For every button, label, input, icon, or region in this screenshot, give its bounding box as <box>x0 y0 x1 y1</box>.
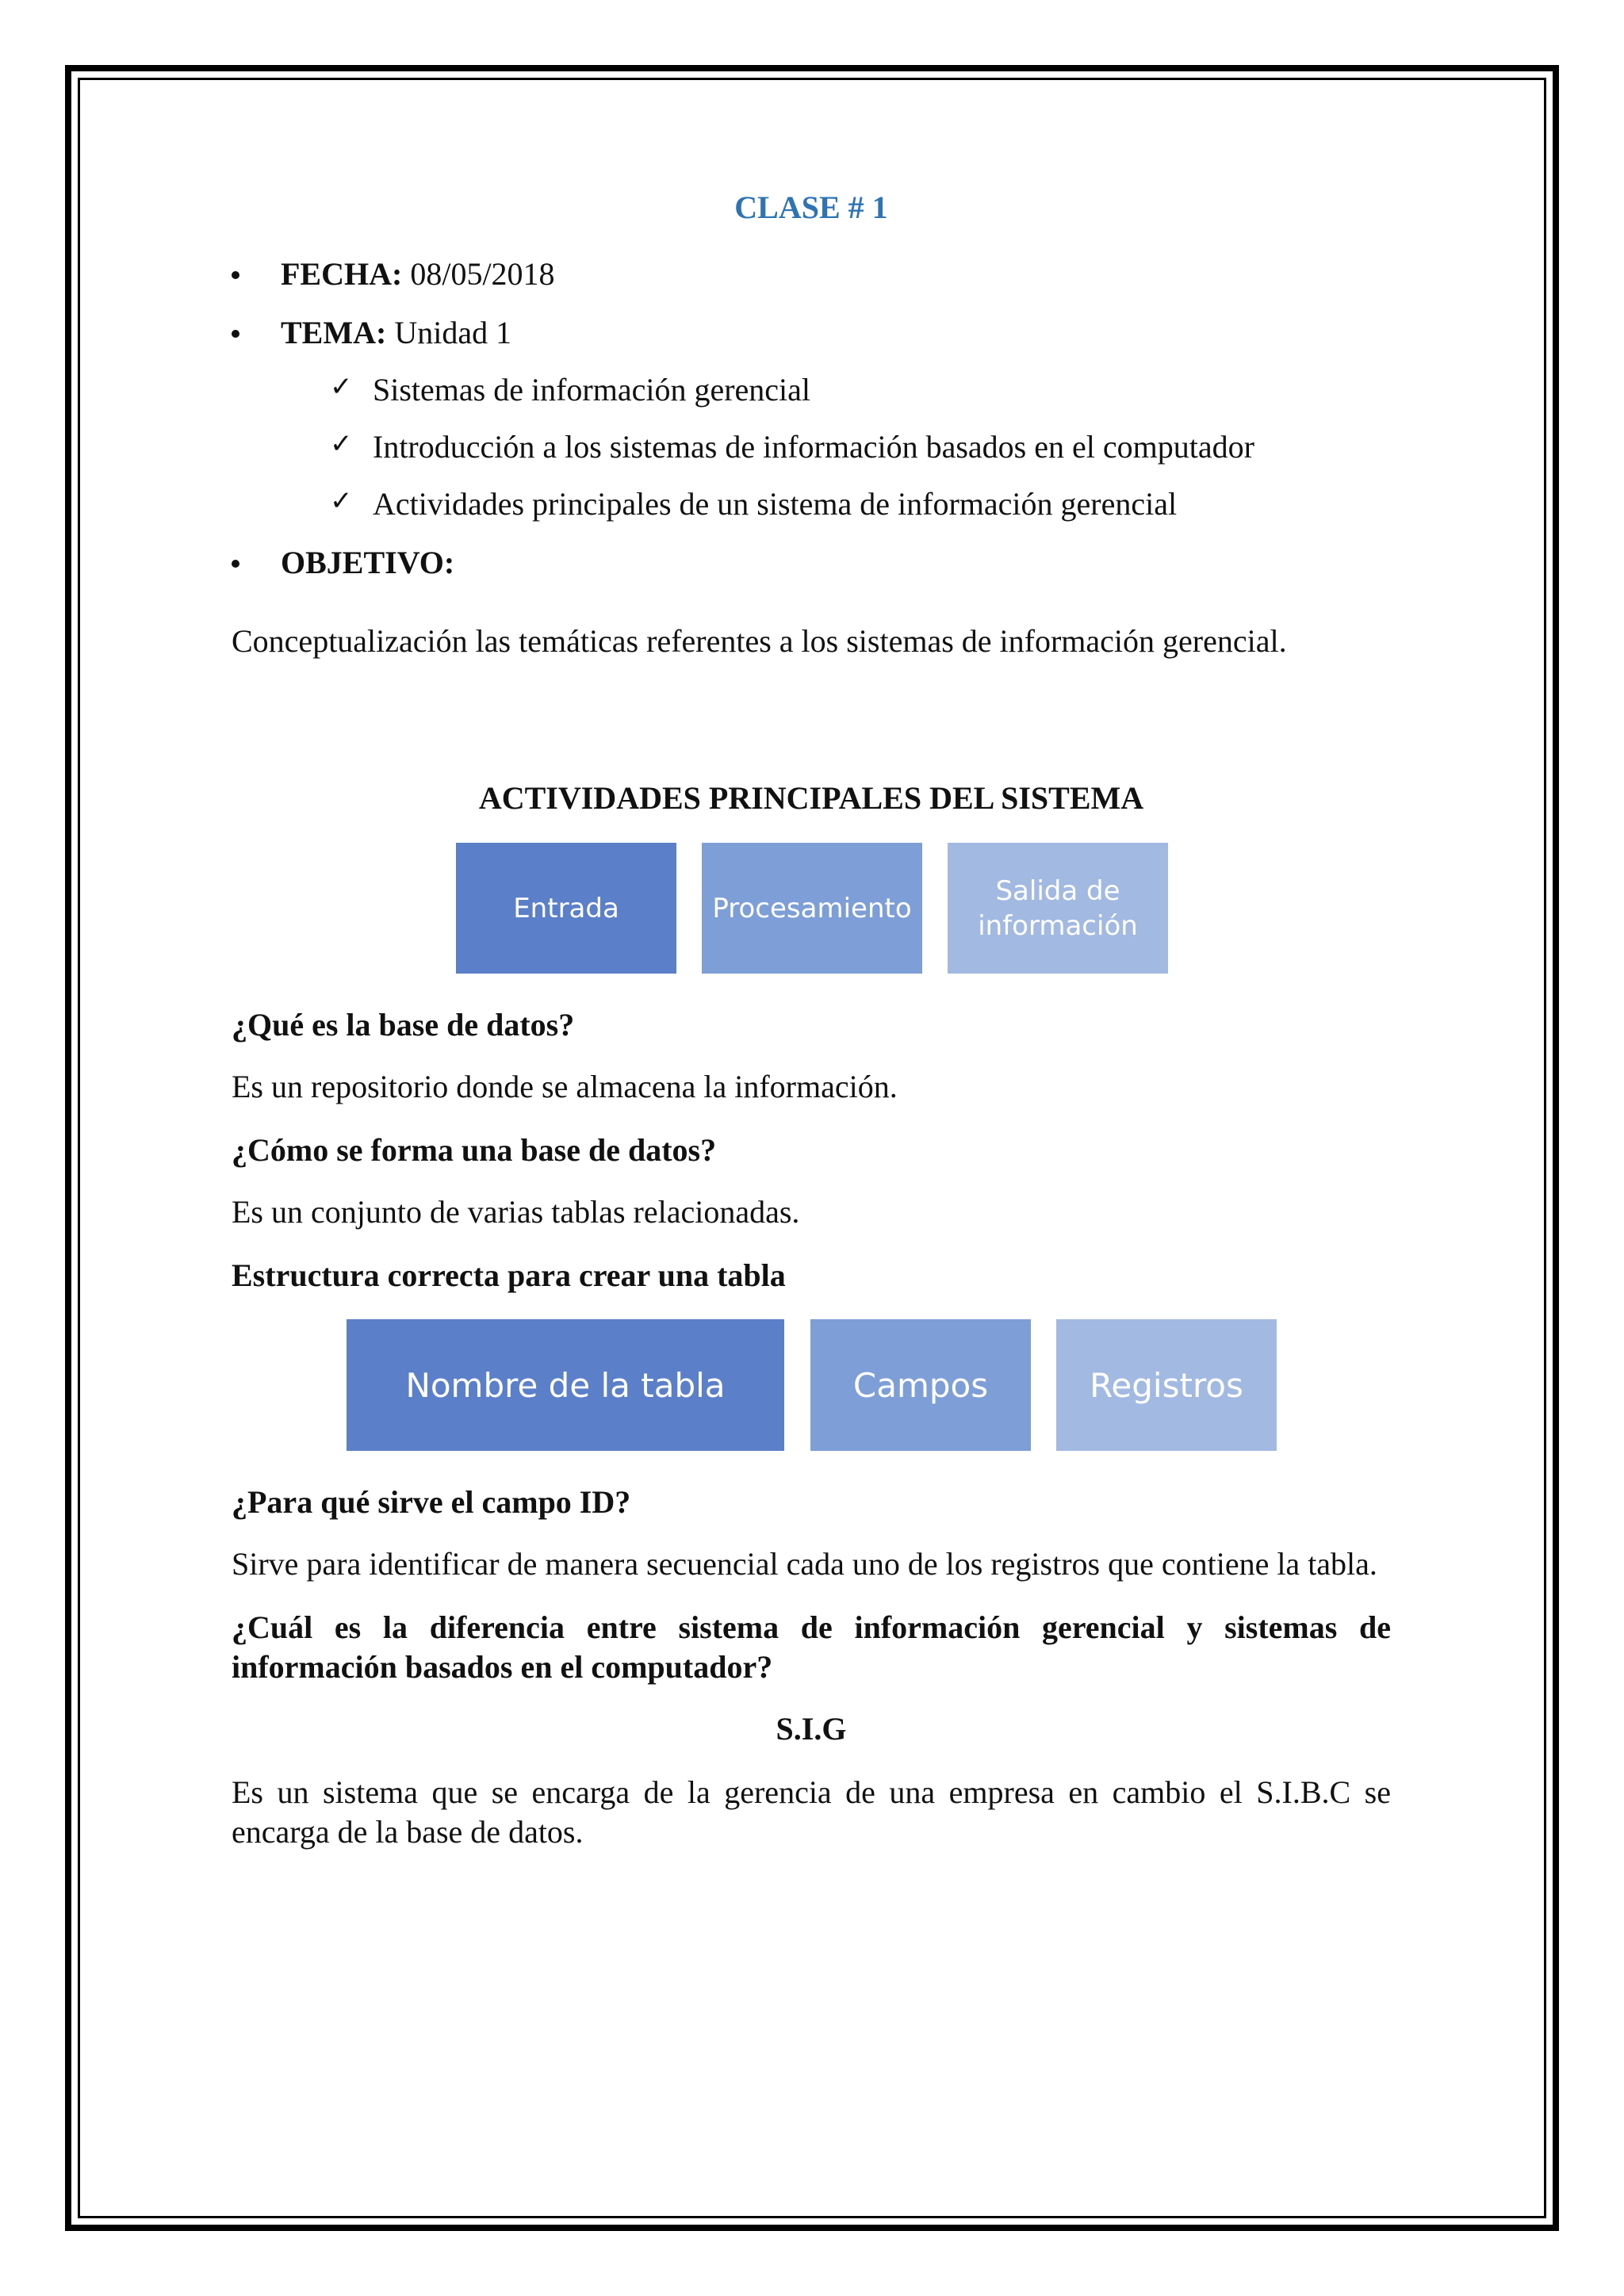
diagram-box-procesamiento: Procesamiento <box>702 843 922 974</box>
diagram-box-entrada: Entrada <box>456 843 676 974</box>
answer-campo-id: Sirve para identificar de manera secuencial cada uno de los registros que contiene la tabla. <box>232 1546 1377 1582</box>
checkmark-icon: ✓ <box>330 485 353 517</box>
bullet-icon <box>232 560 239 568</box>
answer-base-datos: Es un repositorio donde se almacena la información. <box>232 1069 898 1104</box>
sig-subheading: S.I.G <box>776 1711 847 1747</box>
page-title: CLASE # 1 <box>734 189 888 225</box>
bullet-icon <box>232 271 239 279</box>
diagram-box-salida: Salida de información <box>948 843 1168 974</box>
estructura-heading: Estructura correcta para crear una tabla <box>232 1257 786 1293</box>
objetivo-label: OBJETIVO: <box>281 545 455 580</box>
checkmark-icon: ✓ <box>330 428 353 460</box>
answer-forma-base: Es un conjunto de varias tablas relacionadas. <box>232 1194 800 1230</box>
question-diferencia: ¿Cuál es la diferencia entre sistema de información gerencial y sistemas de información basados en el computador? <box>232 1609 1391 1685</box>
fecha-label: FECHA: <box>281 256 403 292</box>
question-forma-base: ¿Cómo se forma una base de datos? <box>232 1132 717 1168</box>
answer-diferencia: Es un sistema que se encarga de la gerencia de una empresa en cambio el S.I.B.C se encarga de la base de datos. <box>232 1774 1391 1850</box>
diagram-box-nombre-tabla: Nombre de la tabla <box>347 1319 784 1451</box>
tema-value: Unidad 1 <box>394 315 512 350</box>
actividades-heading: ACTIVIDADES PRINCIPALES DEL SISTEMA <box>478 780 1144 816</box>
checkmark-icon: ✓ <box>330 371 353 403</box>
fecha-value: 08/05/2018 <box>410 256 555 292</box>
diagram-box-campos: Campos <box>810 1319 1031 1451</box>
objetivo-text: Conceptualización las temáticas referentes a los sistemas de información gerencial. <box>232 623 1287 659</box>
question-campo-id: ¿Para qué sirve el campo ID? <box>232 1484 631 1520</box>
bullet-icon <box>232 330 239 338</box>
tema-label: TEMA: <box>281 315 387 350</box>
question-base-datos: ¿Qué es la base de datos? <box>232 1007 575 1043</box>
diagram-box-registros: Registros <box>1056 1319 1277 1451</box>
